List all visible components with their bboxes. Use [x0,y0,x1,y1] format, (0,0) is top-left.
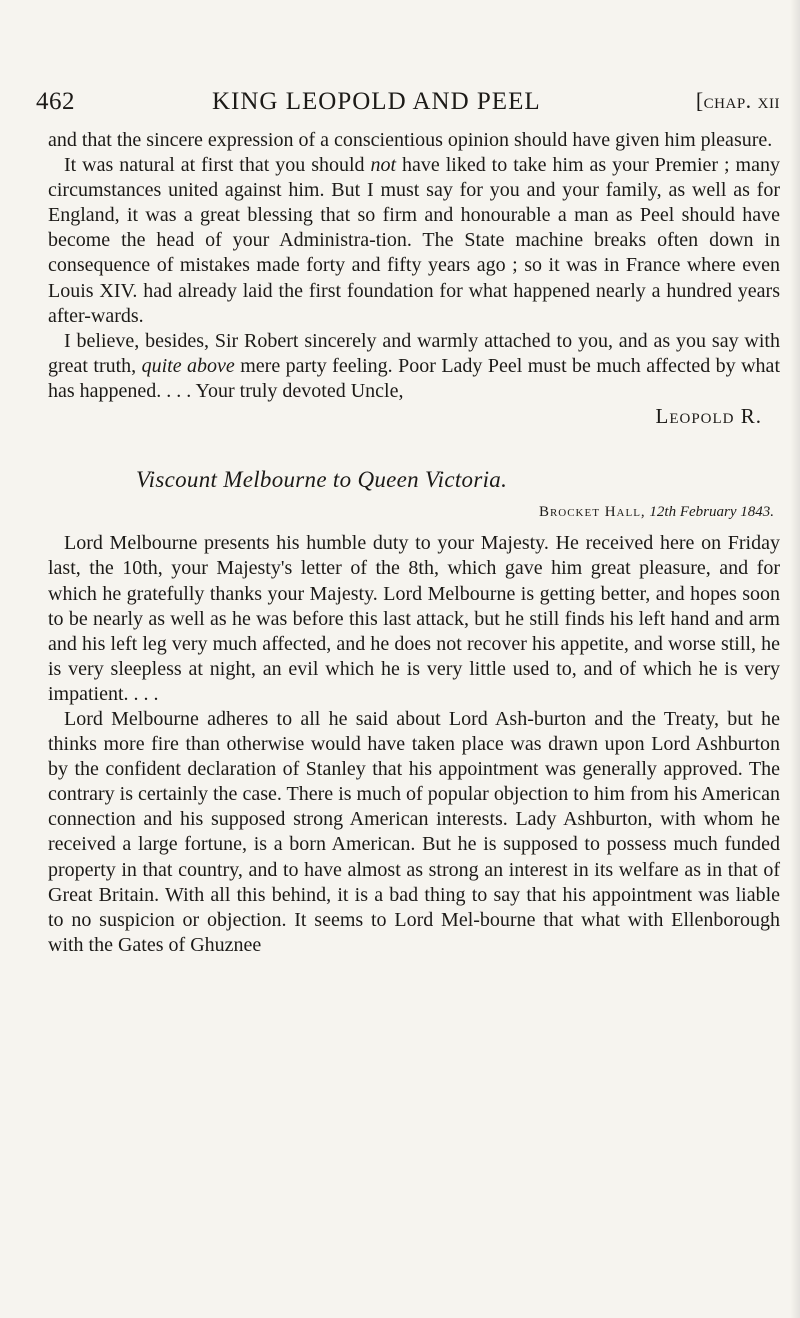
emphasis: quite above [141,354,235,377]
running-head [36,84,786,118]
paragraph: Lord Melbourne presents his humble duty to your Majesty. He received here on Friday last, the 10th, your Majesty's letter of the 8th, which gave him great pleasure, and for which he gratefully thanks your Majesty. Lord Melbourne is getting better, and hopes soon to be nearly as well as he was before this last attack, but he still finds his left hand and arm and his left leg very much affected, and he does not recover his appetite, and worse still, he is very sleepless at night, an evil which he is very little used to, and of which he is very impatient. . . . [48,532,780,705]
place: Brocket Hall, [538,504,646,521]
paragraph: and that the sincere expression of a conscientious opinion should have given him pleasure. [48,129,773,151]
paragraph: Lord Melbourne adheres to all he said about Lord Ash-burton and the Treaty, but he thinks more fire than otherwise would have taken place was drawn upon Lord Ashburton by the confident declaration of Stanley that his appointment was generally approved. The contrary is certainly the case. There is much of popular objection to him from his American connection and his supposed strong American interests. Lady Ashburton, with whom he received a large fortune, is a born American. But he is supposed to possess much funded property in that country, and to have almost as strong an interest in its welfare as in that of Great Britain. With all this behind, it is a bad thing to say that his appointment was liable to no suspicion or objection. It seems to Lord Mel-bourne that what with Ellenborough with the Gates of Ghuznee [48,707,780,956]
text-run: have liked to take him as your Premier ; many circumstances united against him. But I must say for you and your family, as well as for England, it was a great blessing that so firm and honourable a man as Peel should have become the head of your Administra-tion. The State machine breaks often down in consequence of mistakes made forty and fifty years ago ; so it was in France where even Louis XIV. had already laid the first foundation for what happened nearly a hundred years after-wards. [48,154,780,327]
date: 12th February 1843. [649,504,774,521]
page-number: 462 [36,88,75,115]
paragraph [48,329,780,404]
letter-heading: Viscount Melbourne to Queen Victoria. [136,467,508,493]
running-title: KING LEOPOLD AND PEEL [212,88,541,115]
text-run: I believe, besides, Sir Robert sincerely and warmly attached to you, and as you say with great truth, [48,329,780,377]
dateline [48,500,780,525]
body-text [48,128,780,958]
signature: Leopold R. [655,404,762,429]
paragraph [48,153,780,329]
text-run: mere party feeling. Poor Lady Peel must be much affected by what has happened. . . . Your truly devoted Uncle, [48,354,780,402]
chapter-marker: [chap. xii [695,88,780,113]
text-run: It was natural at first that you should [64,154,371,177]
emphasis: not [370,154,397,177]
page-edge-shadow [790,0,800,1318]
